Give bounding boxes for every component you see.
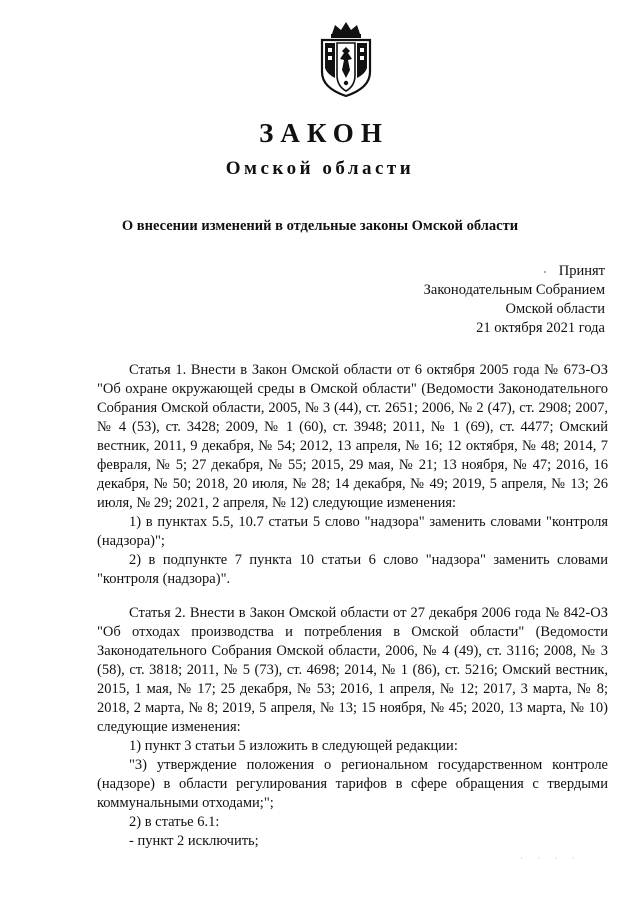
document-type-title: ЗАКОН	[259, 118, 389, 148]
article-2-item-2a: - пункт 2 исключить;	[129, 833, 259, 849]
adoption-line: Принят	[558, 263, 605, 279]
article-1-item-2: 2) в подпункте 7 пункта 10 статьи 6 слово "надзора" заменить словами "контроля (надзора)".	[97, 552, 608, 587]
region-subtitle: Омской области	[225, 158, 415, 179]
article-2-item-2: 2) в статье 6.1:	[129, 814, 220, 830]
coat-of-arms-icon	[313, 20, 379, 98]
article-2-quote: "3) утверждение положения о региональном государственном контроле (надзоре) в области регулирования тарифов в сфере обращения с твердыми коммунальными отходами;";	[97, 757, 608, 811]
adoption-line: Законодательным Собранием	[423, 282, 605, 298]
article-1	[97, 361, 608, 589]
article-2	[97, 604, 608, 851]
document-subject: О внесении изменений в отдельные законы Омской области	[121, 218, 519, 234]
article-2-intro: Статья 2. Внести в Закон Омской области от 27 декабря 2006 года № 842-ОЗ "Об отходах производства и потребления в Омской области" (Ведомости Законодательного Собрания Омской области, 2006, № 4 (49), ст. 3116; 2008, № 3 (58), ст. 3818; 2011, № 5 (73), ст. 4698; 2014, № 1 (86), ст. 5216; Омский вестник, 2015, 1 мая, № 17; 25 декабря, № 53; 2016, 1 апреля, № 12; 2017, 3 марта, № 8; 2018, 2 марта, № 8; 2019, 5 апреля, № 13; 15 ноября, № 45; 2020, 13 марта, № 10) следующие изменения:	[97, 605, 608, 735]
adoption-date: 21 октября 2021 года	[476, 320, 605, 336]
adoption-line: Омской области	[505, 301, 605, 317]
article-1-intro: Статья 1. Внести в Закон Омской области от 6 октября 2005 года № 673-ОЗ "Об охране окружающей среды в Омской области" (Ведомости Законодательного Собрания Омской области, 2005, № 3 (44), ст. 2651; 2006, № 2 (47), ст. 2908; 2007, № 4 (53), ст. 3428; 2009, № 1 (60), ст. 3948; 2011, № 1 (69), ст. 4477; Омский вестник, 2011, 9 декабря, № 54; 2012, 13 апреля, № 16; 12 октября, № 48; 2014, 7 февраля, № 5; 27 декабря, № 55; 2015, 29 мая, № 21; 13 ноября, № 47; 2016, 16 декабря, № 50; 2018, 20 июля, № 28; 14 декабря, № 49; 2019, 5 апреля, № 13; 26 июля, № 29; 2021, 2 апреля, № 12) следующие изменения:	[97, 362, 608, 511]
article-1-item-1: 1) в пунктах 5.5, 10.7 статьи 5 слово "надзора" заменить словами "контроля (надзора)";	[97, 514, 608, 549]
scan-marks: · · · ·	[520, 853, 581, 863]
article-2-item-1: 1) пункт 3 статьи 5 изложить в следующей редакции:	[129, 738, 458, 754]
adoption-block	[345, 262, 605, 338]
